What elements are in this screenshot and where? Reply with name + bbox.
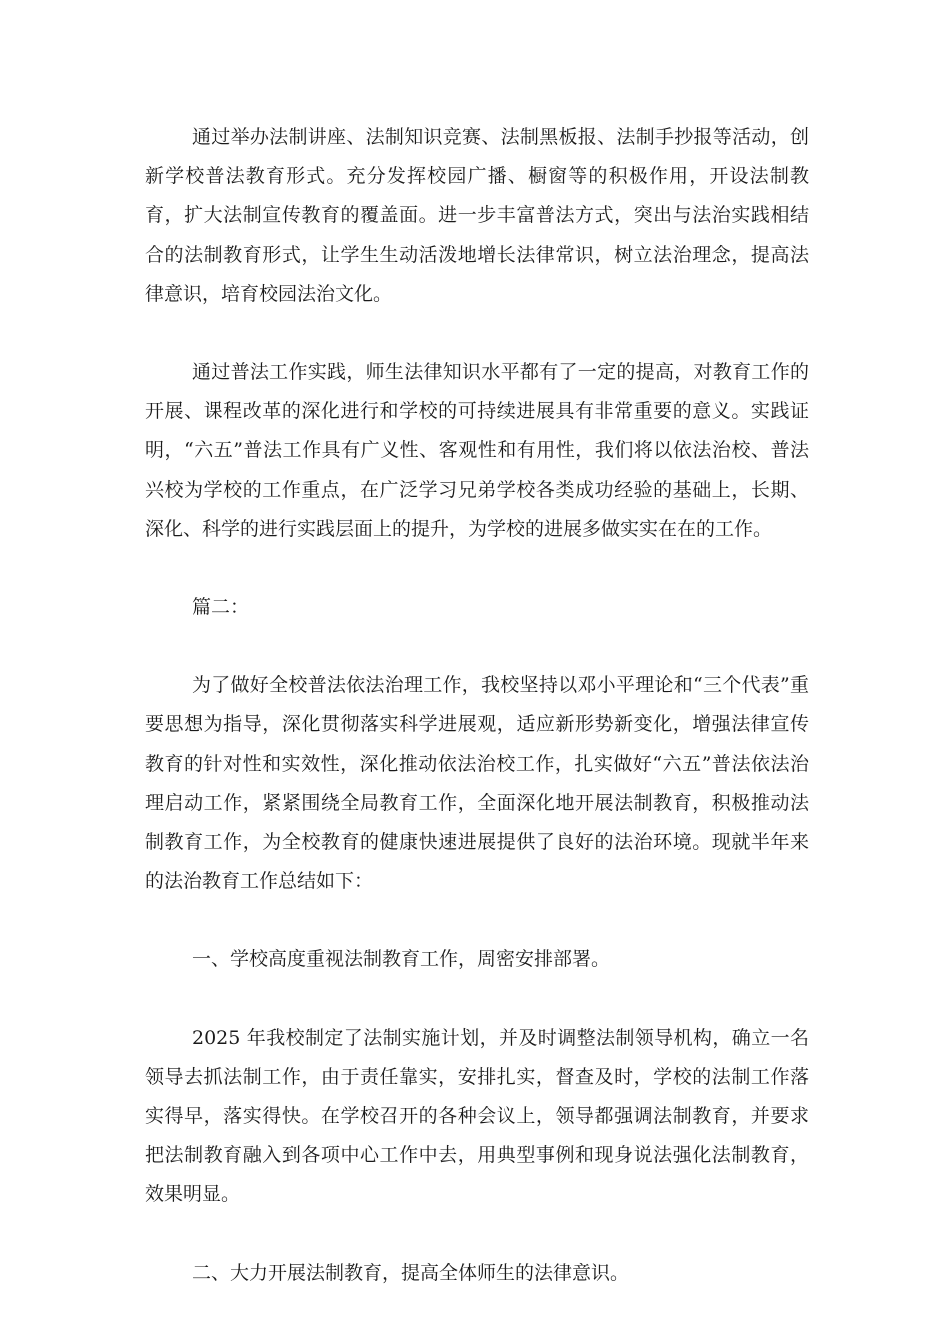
paragraph-gap [145, 980, 809, 1019]
paragraph-2: 通过普法工作实践，师生法律知识水平都有了一定的提高，对教育工作的开展、课程改革的深化进行和学校的可持续进展具有非常重要的意义。实践证明，“六五”普法工作具有广义性、客观性和有用性，我们将以依法治校、普法兴校为学校的工作重点，在广泛学习兄弟学校各类成功经验的基础上，长期、深化、科学的进行实践层面上的提升，为学校的进展多做实实在在的工作。 [145, 361, 809, 540]
section-heading-part-two: 篇二： [192, 596, 250, 619]
section-heading-1: 一、学校高度重视法制教育工作，周密安排部署。 [192, 948, 611, 971]
paragraph-4: 2025 年我校制定了法制实施计划，并及时调整法制领导机构，确立一名领导去抓法制工作，由于责任靠实，安排扎实，督查及时，学校的法制工作落实得早，落实得快。在学校召开的各种会议上，领导都强调法制教育，并要求把法制教育融入到各项中心工作中去，用典型事例和现身说法强化法制教育，效果明显。 [145, 1026, 809, 1206]
paragraph-3: 为了做好全校普法依法治理工作，我校坚持以邓小平理论和“三个代表”重要思想为指导，深化贯彻落实科学进展观，适应新形势新变化，增强法律宣传教育的针对性和实效性，深化推动依法治校工作，扎实做好“六五”普法依法治理启动工作，紧紧围绕全局教育工作，全面深化地开展法制教育，积极推动法制教育工作，为全校教育的健康快速进展提供了良好的法治环境。现就半年来的法治教育工作总结如下： [145, 674, 809, 893]
paragraph-gap [145, 549, 809, 588]
paragraph-1: 通过举办法制讲座、法制知识竞赛、法制黑板报、法制手抄报等活动，创新学校普法教育形式。充分发挥校园广播、橱窗等的积极作用，开设法制教育，扩大法制宣传教育的覆盖面。进一步丰富普法方式，突出与法治实践相结合的法制教育形式，让学生生动活泼地增长法律常识，树立法治理念，提高法律意识，培育校园法治文化。 [145, 126, 809, 305]
section-heading-2: 二、大力开展法制教育，提高全体师生的法律意识。 [192, 1261, 630, 1284]
paragraph-gap [145, 627, 809, 666]
paragraph-gap [145, 314, 809, 353]
paragraph-gap [145, 901, 809, 940]
document-page [145, 118, 809, 1293]
paragraph-gap [145, 1215, 809, 1254]
